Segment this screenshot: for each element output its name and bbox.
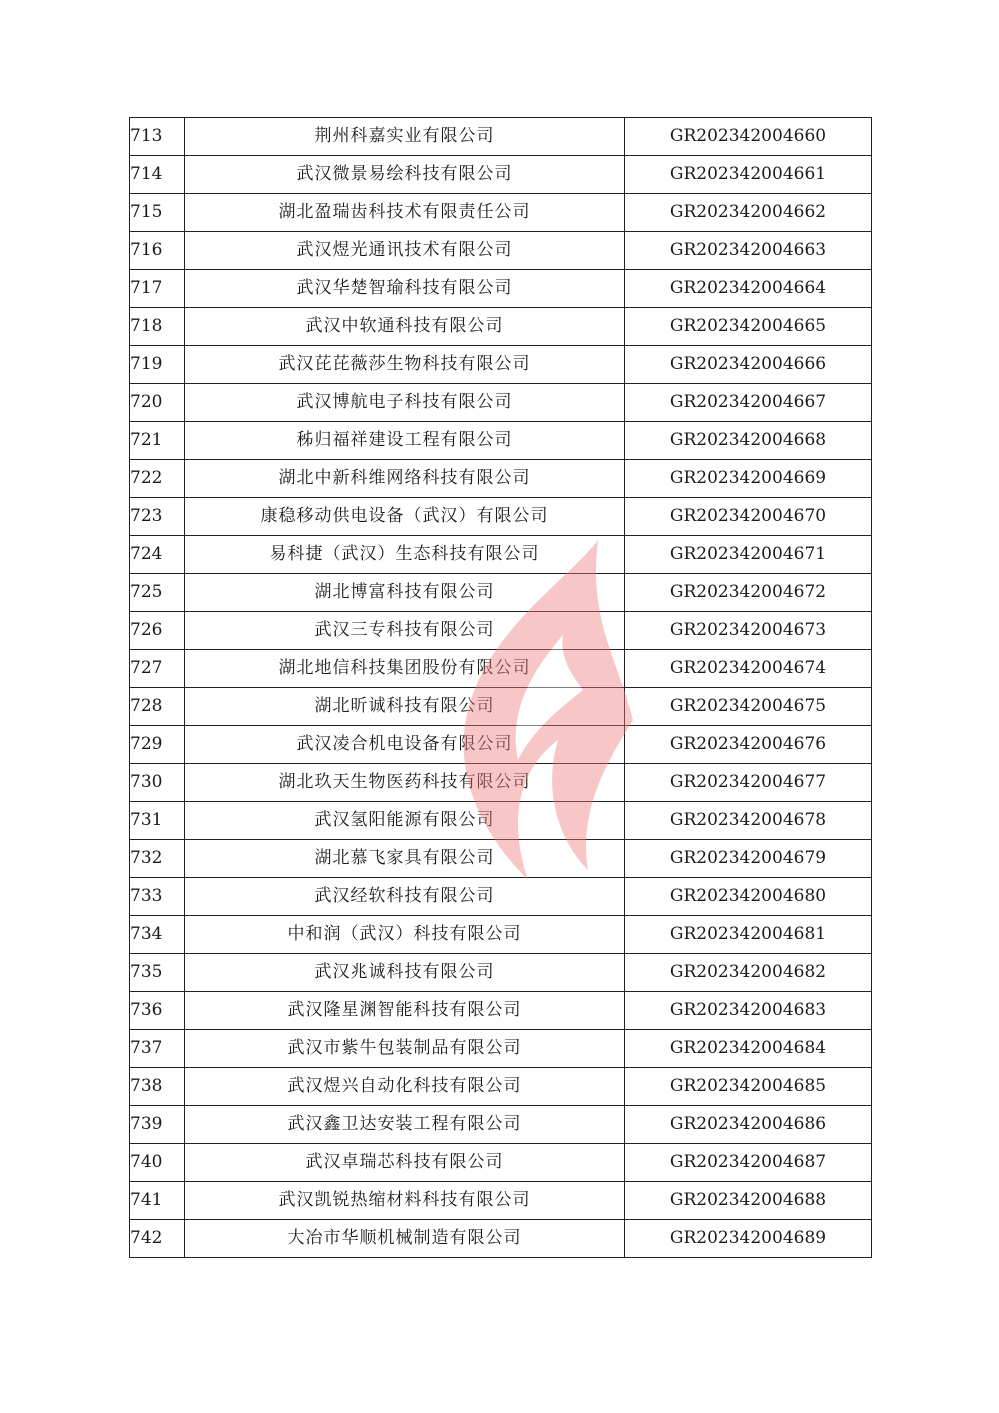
certificate-number: GR202342004673: [625, 612, 872, 650]
row-number: 739: [130, 1106, 185, 1144]
row-number: 723: [130, 498, 185, 536]
certificate-number: GR202342004676: [625, 726, 872, 764]
table-row: [130, 1144, 872, 1182]
row-number: 722: [130, 460, 185, 498]
table-row: [130, 1106, 872, 1144]
table-row: [130, 194, 872, 232]
company-name: 大冶市华顺机械制造有限公司: [185, 1220, 625, 1258]
row-number: 726: [130, 612, 185, 650]
certificate-number: GR202342004683: [625, 992, 872, 1030]
row-number: 740: [130, 1144, 185, 1182]
table-row: [130, 764, 872, 802]
certificate-number: GR202342004677: [625, 764, 872, 802]
certificate-number: GR202342004665: [625, 308, 872, 346]
company-name: 武汉煜光通讯技术有限公司: [185, 232, 625, 270]
table-row: [130, 536, 872, 574]
certificate-number: GR202342004662: [625, 194, 872, 232]
table-row: [130, 118, 872, 156]
table-row: [130, 840, 872, 878]
company-name: 武汉中软通科技有限公司: [185, 308, 625, 346]
table-row: [130, 802, 872, 840]
table-row: [130, 1182, 872, 1220]
company-name: 武汉隆星渊智能科技有限公司: [185, 992, 625, 1030]
certificate-number: GR202342004682: [625, 954, 872, 992]
company-name: 湖北盈瑞齿科技术有限责任公司: [185, 194, 625, 232]
row-number: 733: [130, 878, 185, 916]
certificate-number: GR202342004664: [625, 270, 872, 308]
company-name: 荆州科嘉实业有限公司: [185, 118, 625, 156]
table-row: [130, 574, 872, 612]
certificate-number: GR202342004670: [625, 498, 872, 536]
table-row: [130, 1030, 872, 1068]
company-name: 武汉微景易绘科技有限公司: [185, 156, 625, 194]
certificate-number: GR202342004666: [625, 346, 872, 384]
certificate-number: GR202342004678: [625, 802, 872, 840]
company-name: 湖北中新科维网络科技有限公司: [185, 460, 625, 498]
company-name: 湖北玖天生物医药科技有限公司: [185, 764, 625, 802]
company-name: 秭归福祥建设工程有限公司: [185, 422, 625, 460]
certificate-number: GR202342004671: [625, 536, 872, 574]
company-name: 湖北慕飞家具有限公司: [185, 840, 625, 878]
company-name: 易科捷（武汉）生态科技有限公司: [185, 536, 625, 574]
certificate-number: GR202342004688: [625, 1182, 872, 1220]
company-name: 武汉煜兴自动化科技有限公司: [185, 1068, 625, 1106]
table-row: [130, 1068, 872, 1106]
company-name: 武汉经软科技有限公司: [185, 878, 625, 916]
company-name: 武汉三专科技有限公司: [185, 612, 625, 650]
table-row: [130, 916, 872, 954]
table-row: [130, 498, 872, 536]
row-number: 734: [130, 916, 185, 954]
certificate-number: GR202342004681: [625, 916, 872, 954]
row-number: 736: [130, 992, 185, 1030]
row-number: 725: [130, 574, 185, 612]
row-number: 735: [130, 954, 185, 992]
row-number: 742: [130, 1220, 185, 1258]
company-name: 湖北地信科技集团股份有限公司: [185, 650, 625, 688]
table-row: [130, 460, 872, 498]
row-number: 728: [130, 688, 185, 726]
certificate-number: GR202342004675: [625, 688, 872, 726]
row-number: 718: [130, 308, 185, 346]
row-number: 724: [130, 536, 185, 574]
company-name: 武汉兆诚科技有限公司: [185, 954, 625, 992]
certificate-number: GR202342004663: [625, 232, 872, 270]
company-name: 武汉市紫牛包装制品有限公司: [185, 1030, 625, 1068]
certificate-number: GR202342004680: [625, 878, 872, 916]
certificate-number: GR202342004686: [625, 1106, 872, 1144]
row-number: 737: [130, 1030, 185, 1068]
certificate-number: GR202342004660: [625, 118, 872, 156]
certificate-number: GR202342004661: [625, 156, 872, 194]
row-number: 738: [130, 1068, 185, 1106]
table-row: [130, 422, 872, 460]
certificate-number: GR202342004679: [625, 840, 872, 878]
table-row: [130, 384, 872, 422]
table-row: [130, 650, 872, 688]
certificate-number: GR202342004672: [625, 574, 872, 612]
row-number: 721: [130, 422, 185, 460]
row-number: 715: [130, 194, 185, 232]
row-number: 741: [130, 1182, 185, 1220]
table-row: [130, 612, 872, 650]
certificate-number: GR202342004674: [625, 650, 872, 688]
company-name: 武汉博航电子科技有限公司: [185, 384, 625, 422]
row-number: 727: [130, 650, 185, 688]
table-row: [130, 156, 872, 194]
certificate-number: GR202342004668: [625, 422, 872, 460]
company-name: 武汉凯锐热缩材料科技有限公司: [185, 1182, 625, 1220]
table-row: [130, 688, 872, 726]
table-row: [130, 346, 872, 384]
company-name: 湖北昕诚科技有限公司: [185, 688, 625, 726]
table-row: [130, 954, 872, 992]
company-name: 武汉华楚智瑜科技有限公司: [185, 270, 625, 308]
row-number: 719: [130, 346, 185, 384]
company-name: 武汉鑫卫达安装工程有限公司: [185, 1106, 625, 1144]
company-name: 武汉芘芘薇莎生物科技有限公司: [185, 346, 625, 384]
table-row: [130, 308, 872, 346]
company-name: 湖北博富科技有限公司: [185, 574, 625, 612]
row-number: 713: [130, 118, 185, 156]
company-name: 康稳移动供电设备（武汉）有限公司: [185, 498, 625, 536]
certificate-number: GR202342004669: [625, 460, 872, 498]
row-number: 732: [130, 840, 185, 878]
row-number: 720: [130, 384, 185, 422]
table-row: [130, 270, 872, 308]
table-row: [130, 232, 872, 270]
row-number: 731: [130, 802, 185, 840]
company-name: 武汉凌合机电设备有限公司: [185, 726, 625, 764]
table-row: [130, 878, 872, 916]
row-number: 729: [130, 726, 185, 764]
table-row: [130, 992, 872, 1030]
table-row: [130, 726, 872, 764]
certificate-number: GR202342004687: [625, 1144, 872, 1182]
certificate-number: GR202342004689: [625, 1220, 872, 1258]
table-row: [130, 1220, 872, 1258]
row-number: 714: [130, 156, 185, 194]
company-name: 中和润（武汉）科技有限公司: [185, 916, 625, 954]
table-body: [130, 118, 872, 1258]
company-name: 武汉卓瑞芯科技有限公司: [185, 1144, 625, 1182]
certificate-number: GR202342004685: [625, 1068, 872, 1106]
row-number: 716: [130, 232, 185, 270]
certificate-number: GR202342004667: [625, 384, 872, 422]
certificate-table: [129, 117, 872, 1258]
certificate-number: GR202342004684: [625, 1030, 872, 1068]
row-number: 717: [130, 270, 185, 308]
company-name: 武汉氢阳能源有限公司: [185, 802, 625, 840]
row-number: 730: [130, 764, 185, 802]
